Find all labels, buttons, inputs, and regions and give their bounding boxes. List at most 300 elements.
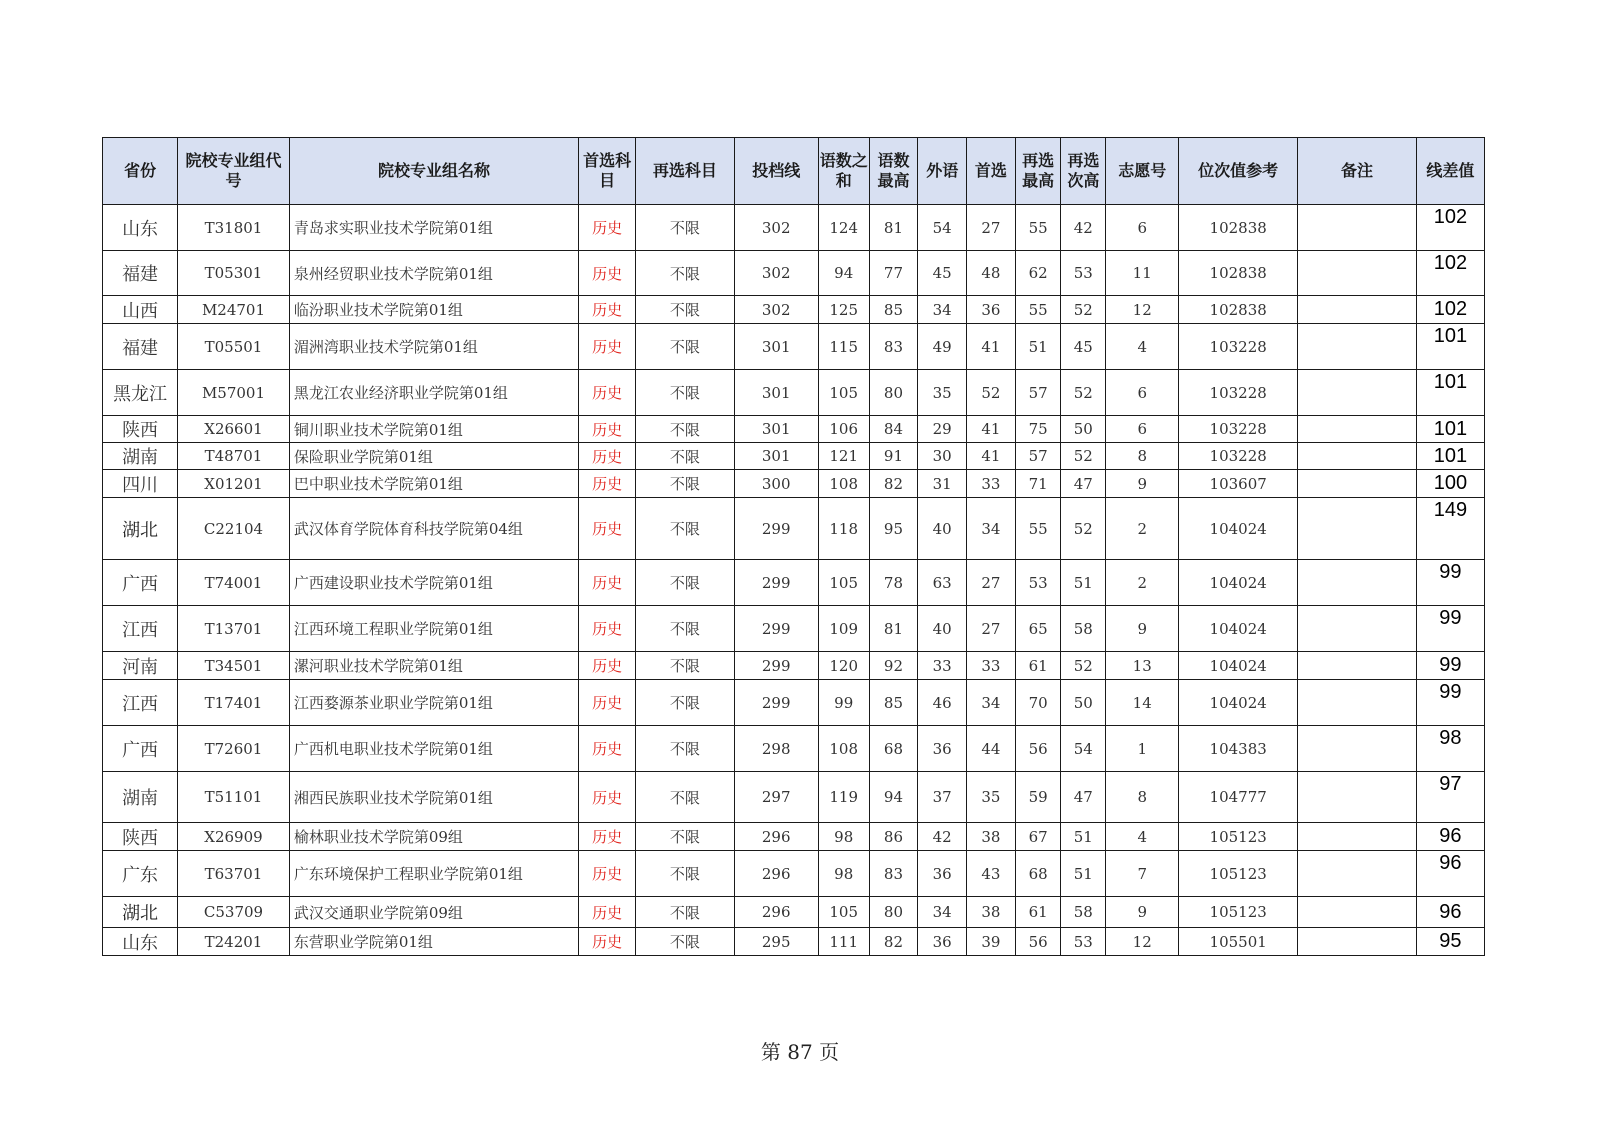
cutoff-score-cell: 299 <box>734 498 818 560</box>
note-cell <box>1298 823 1417 851</box>
group-name-cell: 江西婺源茶业职业学院第01组 <box>289 680 578 726</box>
rank-reference-cell: 104024 <box>1179 652 1298 680</box>
first-subject-cell: 历史 <box>579 443 636 470</box>
rank-reference-cell: 104383 <box>1179 726 1298 772</box>
note-cell <box>1298 296 1417 324</box>
group-code-cell: T31801 <box>178 205 290 251</box>
chinese-math-max-cell: 94 <box>869 772 918 823</box>
header-second-max: 再选最高 <box>1015 138 1061 205</box>
table-row <box>103 251 1485 296</box>
rank-reference-cell: 103228 <box>1179 370 1298 416</box>
second-next-cell: 50 <box>1061 680 1106 726</box>
chinese-math-sum-cell: 105 <box>818 897 869 928</box>
rank-reference-cell: 104024 <box>1179 560 1298 606</box>
table-row <box>103 851 1485 897</box>
first-subject-cell: 历史 <box>579 606 636 652</box>
second-subject-cell: 不限 <box>636 296 734 324</box>
foreign-language-cell: 45 <box>918 251 967 296</box>
table-row <box>103 652 1485 680</box>
group-name-cell: 泉州经贸职业技术学院第01组 <box>289 251 578 296</box>
first-score-cell: 38 <box>967 823 1016 851</box>
rank-reference-cell: 105123 <box>1179 897 1298 928</box>
cutoff-score-cell: 302 <box>734 251 818 296</box>
first-subject-cell: 历史 <box>579 370 636 416</box>
group-name-cell: 黑龙江农业经济职业学院第01组 <box>289 370 578 416</box>
table-row <box>103 928 1485 956</box>
chinese-math-max-cell: 91 <box>869 443 918 470</box>
note-cell <box>1298 251 1417 296</box>
chinese-math-sum-cell: 119 <box>818 772 869 823</box>
first-subject-cell: 历史 <box>579 680 636 726</box>
chinese-math-sum-cell: 108 <box>818 726 869 772</box>
cutoff-score-cell: 301 <box>734 443 818 470</box>
province-cell: 陕西 <box>103 416 178 443</box>
first-subject-cell: 历史 <box>579 652 636 680</box>
province-cell: 湖南 <box>103 443 178 470</box>
group-name-cell: 临汾职业技术学院第01组 <box>289 296 578 324</box>
chinese-math-sum-cell: 99 <box>818 680 869 726</box>
group-code-cell: X26601 <box>178 416 290 443</box>
first-score-cell: 27 <box>967 560 1016 606</box>
line-diff-cell: 101 <box>1416 416 1484 443</box>
group-code-cell: T51101 <box>178 772 290 823</box>
first-subject-cell: 历史 <box>579 470 636 498</box>
group-code-cell: T24201 <box>178 928 290 956</box>
province-cell: 四川 <box>103 470 178 498</box>
second-subject-cell: 不限 <box>636 560 734 606</box>
second-subject-cell: 不限 <box>636 928 734 956</box>
chinese-math-sum-cell: 94 <box>818 251 869 296</box>
chinese-math-sum-cell: 98 <box>818 823 869 851</box>
chinese-math-max-cell: 92 <box>869 652 918 680</box>
chinese-math-max-cell: 81 <box>869 606 918 652</box>
first-subject-cell: 历史 <box>579 205 636 251</box>
second-next-cell: 53 <box>1061 251 1106 296</box>
first-subject-cell: 历史 <box>579 296 636 324</box>
line-diff-cell: 99 <box>1416 606 1484 652</box>
chinese-math-sum-cell: 108 <box>818 470 869 498</box>
foreign-language-cell: 49 <box>918 324 967 370</box>
header-first-subject: 首选科目 <box>579 138 636 205</box>
header-group-code: 院校专业组代号 <box>178 138 290 205</box>
second-max-cell: 55 <box>1015 296 1061 324</box>
line-diff-cell: 102 <box>1416 205 1484 251</box>
note-cell <box>1298 205 1417 251</box>
second-next-cell: 45 <box>1061 324 1106 370</box>
group-name-cell: 保险职业学院第01组 <box>289 443 578 470</box>
cutoff-score-cell: 299 <box>734 606 818 652</box>
choice-number-cell: 9 <box>1106 470 1179 498</box>
first-score-cell: 34 <box>967 498 1016 560</box>
second-next-cell: 54 <box>1061 726 1106 772</box>
line-diff-cell: 101 <box>1416 370 1484 416</box>
first-score-cell: 41 <box>967 416 1016 443</box>
cutoff-score-cell: 302 <box>734 205 818 251</box>
second-max-cell: 57 <box>1015 370 1061 416</box>
choice-number-cell: 4 <box>1106 823 1179 851</box>
foreign-language-cell: 54 <box>918 205 967 251</box>
choice-number-cell: 6 <box>1106 370 1179 416</box>
table-row <box>103 416 1485 443</box>
second-next-cell: 52 <box>1061 652 1106 680</box>
first-score-cell: 44 <box>967 726 1016 772</box>
header-choice-number: 志愿号 <box>1106 138 1179 205</box>
foreign-language-cell: 34 <box>918 897 967 928</box>
second-next-cell: 52 <box>1061 443 1106 470</box>
note-cell <box>1298 370 1417 416</box>
choice-number-cell: 12 <box>1106 928 1179 956</box>
note-cell <box>1298 443 1417 470</box>
group-code-cell: T63701 <box>178 851 290 897</box>
line-diff-cell: 96 <box>1416 823 1484 851</box>
second-next-cell: 51 <box>1061 851 1106 897</box>
second-max-cell: 61 <box>1015 652 1061 680</box>
group-name-cell: 广东环境保护工程职业学院第01组 <box>289 851 578 897</box>
first-subject-cell: 历史 <box>579 324 636 370</box>
second-subject-cell: 不限 <box>636 851 734 897</box>
foreign-language-cell: 40 <box>918 498 967 560</box>
group-name-cell: 巴中职业技术学院第01组 <box>289 470 578 498</box>
chinese-math-max-cell: 85 <box>869 680 918 726</box>
choice-number-cell: 7 <box>1106 851 1179 897</box>
rank-reference-cell: 104024 <box>1179 680 1298 726</box>
second-max-cell: 56 <box>1015 726 1061 772</box>
table-body <box>103 205 1485 956</box>
province-cell: 陕西 <box>103 823 178 851</box>
cutoff-score-cell: 302 <box>734 296 818 324</box>
chinese-math-max-cell: 84 <box>869 416 918 443</box>
foreign-language-cell: 34 <box>918 296 967 324</box>
second-max-cell: 75 <box>1015 416 1061 443</box>
first-score-cell: 39 <box>967 928 1016 956</box>
group-code-cell: T17401 <box>178 680 290 726</box>
group-name-cell: 铜川职业技术学院第01组 <box>289 416 578 443</box>
table-row <box>103 296 1485 324</box>
cutoff-score-cell: 299 <box>734 680 818 726</box>
cutoff-score-cell: 300 <box>734 470 818 498</box>
group-code-cell: C22104 <box>178 498 290 560</box>
chinese-math-max-cell: 83 <box>869 851 918 897</box>
choice-number-cell: 12 <box>1106 296 1179 324</box>
second-subject-cell: 不限 <box>636 205 734 251</box>
header-chinese-math-sum: 语数之和 <box>818 138 869 205</box>
cutoff-score-cell: 301 <box>734 416 818 443</box>
line-diff-cell: 99 <box>1416 560 1484 606</box>
second-max-cell: 59 <box>1015 772 1061 823</box>
second-subject-cell: 不限 <box>636 823 734 851</box>
page-number: 第 87 页 <box>760 1040 840 1064</box>
foreign-language-cell: 37 <box>918 772 967 823</box>
second-next-cell: 42 <box>1061 205 1106 251</box>
second-next-cell: 51 <box>1061 560 1106 606</box>
header-foreign-language: 外语 <box>918 138 967 205</box>
second-next-cell: 47 <box>1061 470 1106 498</box>
rank-reference-cell: 103228 <box>1179 443 1298 470</box>
chinese-math-sum-cell: 120 <box>818 652 869 680</box>
line-diff-cell: 101 <box>1416 443 1484 470</box>
chinese-math-sum-cell: 115 <box>818 324 869 370</box>
group-code-cell: T72601 <box>178 726 290 772</box>
foreign-language-cell: 36 <box>918 928 967 956</box>
line-diff-cell: 96 <box>1416 897 1484 928</box>
group-code-cell: M24701 <box>178 296 290 324</box>
second-subject-cell: 不限 <box>636 416 734 443</box>
second-max-cell: 68 <box>1015 851 1061 897</box>
chinese-math-sum-cell: 105 <box>818 560 869 606</box>
group-name-cell: 江西环境工程职业学院第01组 <box>289 606 578 652</box>
chinese-math-sum-cell: 98 <box>818 851 869 897</box>
province-cell: 山西 <box>103 296 178 324</box>
second-subject-cell: 不限 <box>636 443 734 470</box>
first-score-cell: 33 <box>967 470 1016 498</box>
cutoff-score-cell: 299 <box>734 560 818 606</box>
second-subject-cell: 不限 <box>636 470 734 498</box>
chinese-math-sum-cell: 124 <box>818 205 869 251</box>
first-score-cell: 48 <box>967 251 1016 296</box>
rank-reference-cell: 103228 <box>1179 416 1298 443</box>
group-name-cell: 武汉体育学院体育科技学院第04组 <box>289 498 578 560</box>
header-cutoff-score: 投档线 <box>734 138 818 205</box>
second-next-cell: 50 <box>1061 416 1106 443</box>
choice-number-cell: 4 <box>1106 324 1179 370</box>
choice-number-cell: 1 <box>1106 726 1179 772</box>
chinese-math-max-cell: 83 <box>869 324 918 370</box>
note-cell <box>1298 470 1417 498</box>
table-row <box>103 205 1485 251</box>
second-next-cell: 53 <box>1061 928 1106 956</box>
second-max-cell: 55 <box>1015 205 1061 251</box>
cutoff-score-cell: 296 <box>734 823 818 851</box>
line-diff-cell: 96 <box>1416 851 1484 897</box>
cutoff-score-cell: 297 <box>734 772 818 823</box>
chinese-math-sum-cell: 111 <box>818 928 869 956</box>
first-score-cell: 36 <box>967 296 1016 324</box>
second-next-cell: 58 <box>1061 897 1106 928</box>
rank-reference-cell: 104024 <box>1179 498 1298 560</box>
group-code-cell: X01201 <box>178 470 290 498</box>
second-max-cell: 53 <box>1015 560 1061 606</box>
table-row <box>103 498 1485 560</box>
line-diff-cell: 100 <box>1416 470 1484 498</box>
second-max-cell: 62 <box>1015 251 1061 296</box>
group-name-cell: 榆林职业技术学院第09组 <box>289 823 578 851</box>
second-subject-cell: 不限 <box>636 324 734 370</box>
first-subject-cell: 历史 <box>579 897 636 928</box>
group-name-cell: 东营职业学院第01组 <box>289 928 578 956</box>
foreign-language-cell: 35 <box>918 370 967 416</box>
foreign-language-cell: 36 <box>918 851 967 897</box>
foreign-language-cell: 33 <box>918 652 967 680</box>
rank-reference-cell: 104024 <box>1179 606 1298 652</box>
line-diff-cell: 97 <box>1416 772 1484 823</box>
cutoff-score-cell: 295 <box>734 928 818 956</box>
foreign-language-cell: 36 <box>918 726 967 772</box>
province-cell: 湖北 <box>103 498 178 560</box>
group-code-cell: T74001 <box>178 560 290 606</box>
choice-number-cell: 6 <box>1106 416 1179 443</box>
second-next-cell: 52 <box>1061 370 1106 416</box>
group-code-cell: C53709 <box>178 897 290 928</box>
second-max-cell: 55 <box>1015 498 1061 560</box>
choice-number-cell: 2 <box>1106 498 1179 560</box>
second-subject-cell: 不限 <box>636 726 734 772</box>
note-cell <box>1298 498 1417 560</box>
note-cell <box>1298 851 1417 897</box>
line-diff-cell: 99 <box>1416 680 1484 726</box>
second-next-cell: 52 <box>1061 498 1106 560</box>
group-code-cell: T48701 <box>178 443 290 470</box>
choice-number-cell: 2 <box>1106 560 1179 606</box>
second-next-cell: 52 <box>1061 296 1106 324</box>
second-next-cell: 47 <box>1061 772 1106 823</box>
line-diff-cell: 98 <box>1416 726 1484 772</box>
choice-number-cell: 11 <box>1106 251 1179 296</box>
table-row <box>103 726 1485 772</box>
chinese-math-sum-cell: 125 <box>818 296 869 324</box>
rank-reference-cell: 102838 <box>1179 296 1298 324</box>
second-subject-cell: 不限 <box>636 652 734 680</box>
first-subject-cell: 历史 <box>579 416 636 443</box>
second-subject-cell: 不限 <box>636 251 734 296</box>
first-subject-cell: 历史 <box>579 928 636 956</box>
header-row <box>103 138 1485 205</box>
choice-number-cell: 8 <box>1106 443 1179 470</box>
header-rank-reference: 位次值参考 <box>1179 138 1298 205</box>
table-row <box>103 560 1485 606</box>
first-score-cell: 33 <box>967 652 1016 680</box>
first-score-cell: 34 <box>967 680 1016 726</box>
note-cell <box>1298 928 1417 956</box>
second-max-cell: 51 <box>1015 324 1061 370</box>
foreign-language-cell: 46 <box>918 680 967 726</box>
rank-reference-cell: 104777 <box>1179 772 1298 823</box>
table-row <box>103 470 1485 498</box>
line-diff-cell: 102 <box>1416 296 1484 324</box>
choice-number-cell: 6 <box>1106 205 1179 251</box>
group-code-cell: T05501 <box>178 324 290 370</box>
foreign-language-cell: 42 <box>918 823 967 851</box>
rank-reference-cell: 105123 <box>1179 851 1298 897</box>
table-row <box>103 680 1485 726</box>
note-cell <box>1298 680 1417 726</box>
cutoff-score-cell: 301 <box>734 370 818 416</box>
chinese-math-sum-cell: 109 <box>818 606 869 652</box>
header-first-score: 首选 <box>967 138 1016 205</box>
first-score-cell: 35 <box>967 772 1016 823</box>
province-cell: 福建 <box>103 324 178 370</box>
chinese-math-max-cell: 68 <box>869 726 918 772</box>
group-name-cell: 湘西民族职业技术学院第01组 <box>289 772 578 823</box>
first-score-cell: 27 <box>967 606 1016 652</box>
second-subject-cell: 不限 <box>636 370 734 416</box>
note-cell <box>1298 560 1417 606</box>
first-subject-cell: 历史 <box>579 823 636 851</box>
cutoff-score-cell: 301 <box>734 324 818 370</box>
chinese-math-max-cell: 82 <box>869 928 918 956</box>
note-cell <box>1298 897 1417 928</box>
second-next-cell: 58 <box>1061 606 1106 652</box>
province-cell: 山东 <box>103 928 178 956</box>
rank-reference-cell: 102838 <box>1179 205 1298 251</box>
first-subject-cell: 历史 <box>579 772 636 823</box>
admission-table <box>102 137 1485 956</box>
province-cell: 河南 <box>103 652 178 680</box>
chinese-math-sum-cell: 105 <box>818 370 869 416</box>
second-subject-cell: 不限 <box>636 897 734 928</box>
choice-number-cell: 9 <box>1106 897 1179 928</box>
header-note: 备注 <box>1298 138 1417 205</box>
header-second-next: 再选次高 <box>1061 138 1106 205</box>
chinese-math-max-cell: 82 <box>869 470 918 498</box>
table-row <box>103 772 1485 823</box>
second-max-cell: 70 <box>1015 680 1061 726</box>
province-cell: 江西 <box>103 606 178 652</box>
foreign-language-cell: 63 <box>918 560 967 606</box>
cutoff-score-cell: 296 <box>734 851 818 897</box>
province-cell: 黑龙江 <box>103 370 178 416</box>
line-diff-cell: 95 <box>1416 928 1484 956</box>
table-row <box>103 897 1485 928</box>
group-name-cell: 广西机电职业技术学院第01组 <box>289 726 578 772</box>
cutoff-score-cell: 299 <box>734 652 818 680</box>
table-row <box>103 324 1485 370</box>
chinese-math-max-cell: 80 <box>869 897 918 928</box>
table-row <box>103 823 1485 851</box>
province-cell: 广西 <box>103 726 178 772</box>
foreign-language-cell: 40 <box>918 606 967 652</box>
second-max-cell: 71 <box>1015 470 1061 498</box>
note-cell <box>1298 772 1417 823</box>
first-subject-cell: 历史 <box>579 560 636 606</box>
province-cell: 山东 <box>103 205 178 251</box>
chinese-math-max-cell: 95 <box>869 498 918 560</box>
header-province: 省份 <box>103 138 178 205</box>
second-next-cell: 51 <box>1061 823 1106 851</box>
first-subject-cell: 历史 <box>579 726 636 772</box>
choice-number-cell: 9 <box>1106 606 1179 652</box>
cutoff-score-cell: 296 <box>734 897 818 928</box>
rank-reference-cell: 105501 <box>1179 928 1298 956</box>
line-diff-cell: 102 <box>1416 251 1484 296</box>
first-subject-cell: 历史 <box>579 498 636 560</box>
note-cell <box>1298 652 1417 680</box>
foreign-language-cell: 30 <box>918 443 967 470</box>
table-row <box>103 606 1485 652</box>
first-score-cell: 41 <box>967 324 1016 370</box>
group-code-cell: X26909 <box>178 823 290 851</box>
province-cell: 广东 <box>103 851 178 897</box>
group-name-cell: 青岛求实职业技术学院第01组 <box>289 205 578 251</box>
rank-reference-cell: 103228 <box>1179 324 1298 370</box>
second-subject-cell: 不限 <box>636 606 734 652</box>
second-max-cell: 56 <box>1015 928 1061 956</box>
chinese-math-max-cell: 81 <box>869 205 918 251</box>
first-score-cell: 43 <box>967 851 1016 897</box>
line-diff-cell: 101 <box>1416 324 1484 370</box>
cutoff-score-cell: 298 <box>734 726 818 772</box>
note-cell <box>1298 416 1417 443</box>
first-score-cell: 41 <box>967 443 1016 470</box>
group-code-cell: T34501 <box>178 652 290 680</box>
chinese-math-max-cell: 77 <box>869 251 918 296</box>
chinese-math-sum-cell: 106 <box>818 416 869 443</box>
chinese-math-max-cell: 85 <box>869 296 918 324</box>
foreign-language-cell: 31 <box>918 470 967 498</box>
foreign-language-cell: 29 <box>918 416 967 443</box>
header-group-name: 院校专业组名称 <box>289 138 578 205</box>
note-cell <box>1298 606 1417 652</box>
province-cell: 福建 <box>103 251 178 296</box>
